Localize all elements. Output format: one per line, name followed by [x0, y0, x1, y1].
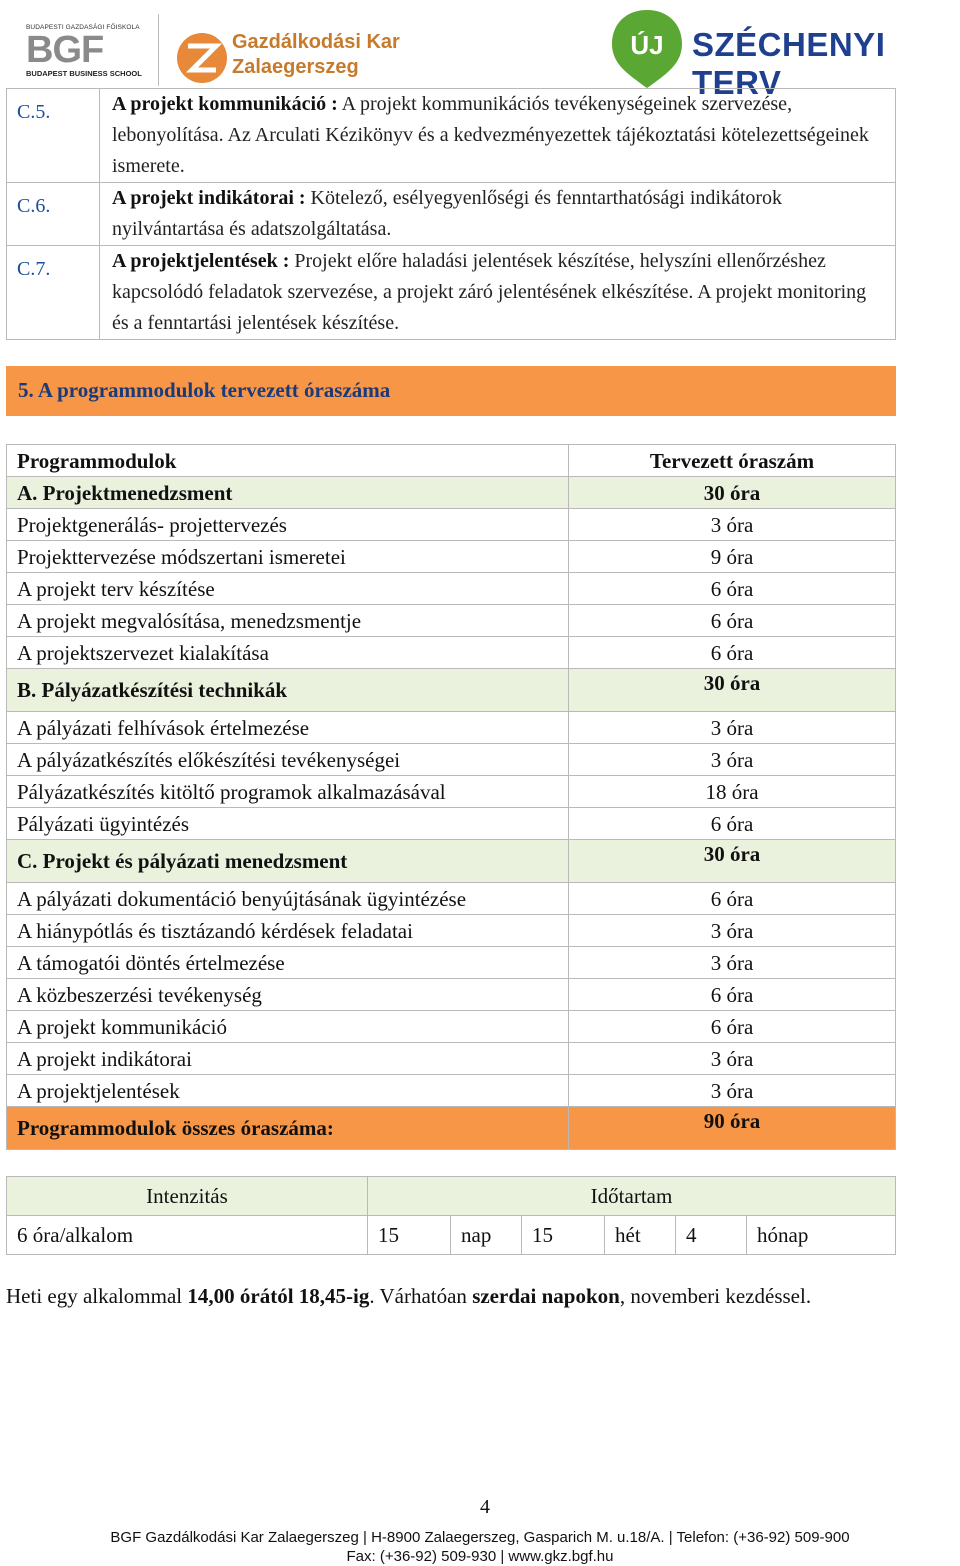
module-hours: 6 óra [569, 637, 896, 669]
c-item-body: Kötelező, esélyegyenlőségi és fenntarthatósági indikátorok nyilvántartása és adatszolgáltatása. [112, 187, 783, 240]
gkz-logo-icon [176, 32, 228, 84]
c-items-table [6, 88, 896, 340]
c-item-text [100, 183, 896, 246]
c-item-body: A projekt kommunikációs tevékenységeinek szervezése, lebonyolítása. Az Arculati Kézikönyv és a kedvezményezettek tájékoztatási kötelezettségeinek ismerete. [112, 93, 869, 177]
intensity-value: 6 óra/alkalom [7, 1216, 368, 1255]
table-row [7, 712, 896, 744]
footer-line2: Fax: (+36-92) 509-930 | www.gkz.bgf.hu [346, 1548, 614, 1565]
c-item-body: Projekt előre haladási jelentések készítése, helyszíni ellenőrzéshez kapcsolódó feladatok szervezése, a projekt záró jelentésének elkészítése. A projekt monitoring és a fenntartási jelentések készítése. [112, 250, 867, 334]
footer-line1: BGF Gazdálkodási Kar Zalaegerszeg | H-8900 Zalaegerszeg, Gasparich M. u.18/A. | Telefon: (+36-92) 509-900 [110, 1529, 850, 1546]
module-hours: 6 óra [569, 573, 896, 605]
module-name: A projekt terv készítése [7, 573, 569, 605]
module-hours: 3 óra [569, 744, 896, 776]
days-unit: nap [451, 1216, 522, 1255]
note-part: , novemberi kezdéssel. [619, 1284, 812, 1308]
module-hours: 6 óra [569, 883, 896, 915]
table-row [7, 573, 896, 605]
module-name: A projekt megvalósítása, menedzsmentje [7, 605, 569, 637]
module-name: A projekt kommunikáció [7, 1011, 569, 1043]
note-part: Heti egy alkalommal [6, 1284, 188, 1308]
group-hours: 30 óra [569, 477, 896, 509]
c-item-code: C.5. [7, 89, 100, 183]
c-item-code: C.6. [7, 183, 100, 246]
table-row [7, 744, 896, 776]
c-item-text [100, 246, 896, 340]
duration-header: Időtartam [368, 1177, 896, 1216]
c-item-row [7, 246, 896, 340]
module-hours: 9 óra [569, 541, 896, 573]
intensity-header: Intenzitás [7, 1177, 368, 1216]
page-number: 4 [480, 1496, 490, 1518]
module-name: A közbeszerzési tevékenység [7, 979, 569, 1011]
group-row-a [7, 477, 896, 509]
c-item-row [7, 89, 896, 183]
schedule-row [7, 1216, 896, 1255]
c-item-title: A projekt kommunikáció : [112, 93, 338, 115]
module-hours: 6 óra [569, 808, 896, 840]
section-title: 5. A programmodulok tervezett óraszáma [18, 378, 391, 402]
group-name: C. Projekt és pályázati menedzsment [7, 840, 569, 883]
group-row-c [7, 840, 896, 883]
table-row [7, 1011, 896, 1043]
group-hours: 30 óra [569, 840, 896, 883]
bgf-school-name: BUDAPEST BUSINESS SCHOOL [26, 69, 142, 78]
schedule-table [6, 1176, 896, 1255]
module-hours: 18 óra [569, 776, 896, 808]
group-row-b [7, 669, 896, 712]
weeks-unit: hét [605, 1216, 676, 1255]
schedule-note [6, 1282, 886, 1310]
module-name: A pályázatkészítés előkészítési tevékenységei [7, 744, 569, 776]
months-number: 4 [676, 1216, 747, 1255]
bgf-abbrev: BGF [26, 29, 104, 71]
col-header-hours: Tervezett óraszám [569, 445, 896, 477]
table-row [7, 541, 896, 573]
header-divider [158, 14, 159, 86]
module-name: Projektgenerálás- projettervezés [7, 509, 569, 541]
note-time: 14,00 órától 18,45-ig [187, 1284, 370, 1308]
group-name: B. Pályázatkészítési technikák [7, 669, 569, 712]
weeks-number: 15 [522, 1216, 605, 1255]
total-label: Programmodulok összes óraszáma: [7, 1107, 569, 1150]
module-hours: 3 óra [569, 712, 896, 744]
schedule-header-row [7, 1177, 896, 1216]
module-name: A pályázati dokumentáció benyújtásának ügyintézése [7, 883, 569, 915]
c-item-title: A projekt indikátorai : [112, 187, 306, 209]
module-hours: 3 óra [569, 1043, 896, 1075]
table-row [7, 1043, 896, 1075]
table-row [7, 509, 896, 541]
c-item-title: A projektjelentések : [112, 250, 290, 272]
module-name: A projektjelentések [7, 1075, 569, 1107]
module-name: A projektszervezet kialakítása [7, 637, 569, 669]
module-name: A projekt indikátorai [7, 1043, 569, 1075]
group-name: A. Projektmenedzsment [7, 477, 569, 509]
table-row [7, 979, 896, 1011]
module-name: Projekttervezése módszertani ismeretei [7, 541, 569, 573]
page-header [0, 0, 960, 101]
modules-table [6, 444, 896, 1150]
module-name: Pályázatkészítés kitöltő programok alkalmazásával [7, 776, 569, 808]
module-hours: 3 óra [569, 947, 896, 979]
szechenyi-logo-icon [610, 8, 684, 88]
page-footer [0, 1528, 960, 1566]
table-row [7, 605, 896, 637]
table-row [7, 915, 896, 947]
note-part: . Várhatóan [369, 1284, 473, 1308]
bgf-university-name: BUDAPESTI GAZDASÁGI FŐISKOLA [26, 24, 140, 31]
module-name: A pályázati felhívások értelmezése [7, 712, 569, 744]
module-hours: 6 óra [569, 1011, 896, 1043]
c-item-text [100, 89, 896, 183]
module-name: A támogatói döntés értelmezése [7, 947, 569, 979]
module-name: A hiánypótlás és tisztázandó kérdések feladatai [7, 915, 569, 947]
total-hours: 90 óra [569, 1107, 896, 1150]
group-hours: 30 óra [569, 669, 896, 712]
table-row [7, 808, 896, 840]
table-row [7, 883, 896, 915]
c-item-code: C.7. [7, 246, 100, 340]
section-heading [6, 366, 896, 416]
total-row [7, 1107, 896, 1150]
gkz-logo-text [232, 30, 400, 80]
days-number: 15 [368, 1216, 451, 1255]
module-hours: 3 óra [569, 1075, 896, 1107]
module-name: Pályázati ügyintézés [7, 808, 569, 840]
szechenyi-badge: ÚJ [630, 30, 664, 60]
col-header-modules: Programmodulok [7, 445, 569, 477]
gkz-line2: Zalaegerszeg [232, 56, 359, 78]
table-row [7, 776, 896, 808]
table-row [7, 1075, 896, 1107]
gkz-line1: Gazdálkodási Kar [232, 31, 400, 53]
months-unit: hónap [747, 1216, 896, 1255]
module-hours: 6 óra [569, 979, 896, 1011]
module-hours: 6 óra [569, 605, 896, 637]
module-hours: 3 óra [569, 509, 896, 541]
c-item-row [7, 183, 896, 246]
module-hours: 3 óra [569, 915, 896, 947]
bgf-logo [26, 24, 148, 84]
table-row [7, 947, 896, 979]
table-row [7, 637, 896, 669]
table-header-row [7, 445, 896, 477]
note-day: szerdai napokon [472, 1284, 620, 1308]
szechenyi-title: SZÉCHENYI TERV [692, 26, 886, 101]
